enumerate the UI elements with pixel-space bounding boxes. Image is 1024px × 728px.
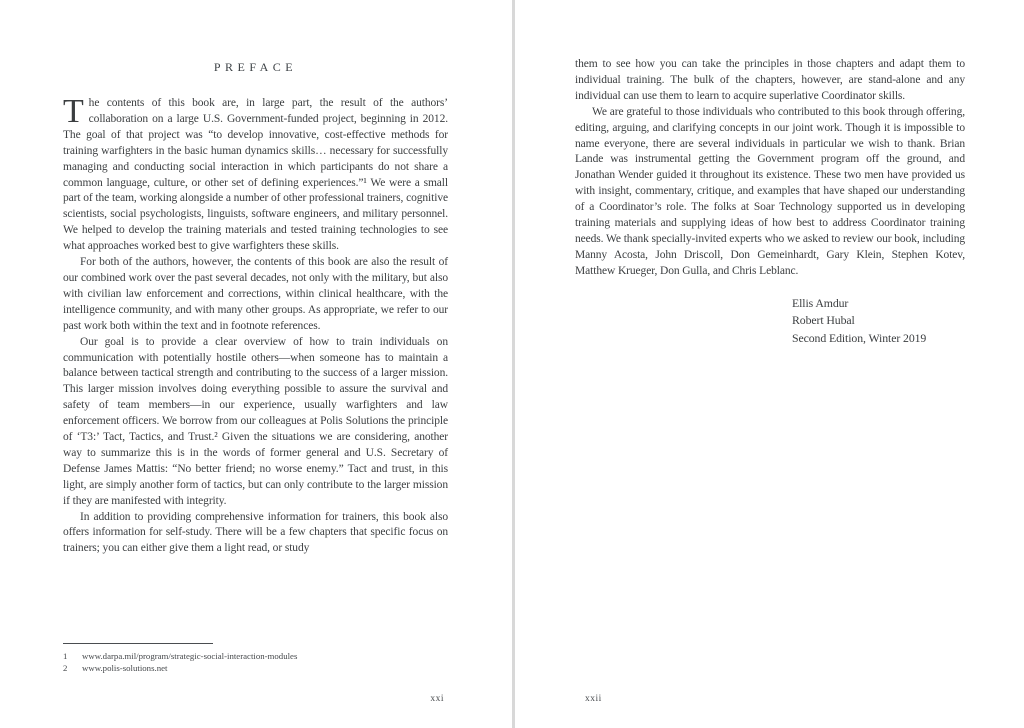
- footnote-item: [63, 662, 448, 674]
- signature-author-2: Robert Hubal: [792, 313, 855, 328]
- page-number-right: xxii: [585, 694, 602, 704]
- left-page-body: [63, 93, 448, 557]
- footnote-url: www.polis-solutions.net: [82, 663, 168, 673]
- paragraph-continuation: them to see how you can take the principles in those chapters and adapt them to individual training. The bulk of the chapters, however, are stand-alone and any individual can use them to learn to acquire superlative Coordinator skills.: [575, 58, 965, 102]
- paragraph-opening-text: he contents of this book are, in large part, the result of the authors’ collaboration on a large U.S. Government-funded project, beginning in 2012. The goal of that project was “to develop innovative, cost-effective methods for training warfighters in the basic human dynamics skills… necessary for successfully managing and conducting social interaction in which participants do not share a common language, culture, or other set of defining experiences.”¹ We were a small part of the team, working alongside a number of other professional trainers, cognitive scientists, social psychologists, linguists, software engineers, and military personnel. We helped to develop the training materials and tested training technologies to see what approaches worked best to give warfighters these skills.: [63, 97, 448, 253]
- page-number-left: xxi: [430, 694, 444, 704]
- drop-cap: T: [63, 93, 84, 130]
- footnote-number: 2: [63, 663, 68, 673]
- footnote-item: [63, 650, 448, 662]
- left-page: [63, 0, 448, 728]
- signature-author-1: Ellis Amdur: [792, 295, 849, 310]
- footnote-divider: [63, 643, 213, 644]
- paragraph: For both of the authors, however, the contents of this book are also the result of our combined work over the past several decades, not only with the military, but also with civilian law enforcement and corrections, within clinical healthcare, with the intelligence community, and with many other groups. As appropriate, we refer to our past work both within the text and in footnote references.: [63, 256, 448, 332]
- paragraph: Our goal is to provide a clear overview of how to train individuals on communication with potentially hostile others—when someone has to maintain a balance between tactical strength and contributing to the success of a larger mission. This larger mission involves doing everything possible to assure the survival and safety of team members—in our experience, usually warfighters and law enforcement officers. We borrow from our colleagues at Polis Solutions the principle of ‘T3:’ Tact, Tactics, and Trust.² Given the situations we are considering, another way to summarize this is in the words of former general and U.S. Secretary of Defense James Mattis: “No better friend; no worse enemy.” Tact and trust, in this light, are simply another form of tactics, but can only contribute to the larger mission if they are manifested with integrity.: [63, 335, 448, 507]
- preface-heading: PREFACE: [213, 60, 298, 74]
- signature-edition: Second Edition, Winter 2019: [792, 330, 927, 345]
- right-page: [575, 0, 965, 728]
- right-page-body: [575, 0, 965, 347]
- signature-block: [792, 295, 965, 348]
- footnote-number: 1: [63, 651, 68, 661]
- page-gutter-divider: [512, 0, 515, 728]
- paragraph: In addition to providing comprehensive information for trainers, this book also offers information for self-study. There will be a few chapters that specific focus on trainers; you can either give them a light read, or study: [63, 510, 448, 555]
- footnotes: [63, 640, 448, 674]
- footnote-url: www.darpa.mil/program/strategic-social-interaction-modules: [82, 651, 298, 661]
- paragraph: We are grateful to those individuals who contributed to this book through offering, editing, arguing, and clarifying concepts in our joint work. Though it is impossible to name everyone, there are several individuals in particular we wish to thank. Brian Lande was instrumental getting the Government program off the ground, and Jonathan Wender guided it throughout its existence. These two men have provided us with insight, commentary, critique, and examples that have shaped our understanding of a Coordinator’s role. The folks at Soar Technology supported us in developing training materials and supplying ideas of how best to address Coordinator training needs. We thank specially-invited experts who we asked to review our book, including Manny Acosta, John Driscoll, Don Gemeinhardt, Gary Klein, Stephen Kotev, Matthew Krueger, Don Gulla, and Chris Leblanc.: [575, 105, 965, 277]
- paragraph-opening: [63, 93, 448, 255]
